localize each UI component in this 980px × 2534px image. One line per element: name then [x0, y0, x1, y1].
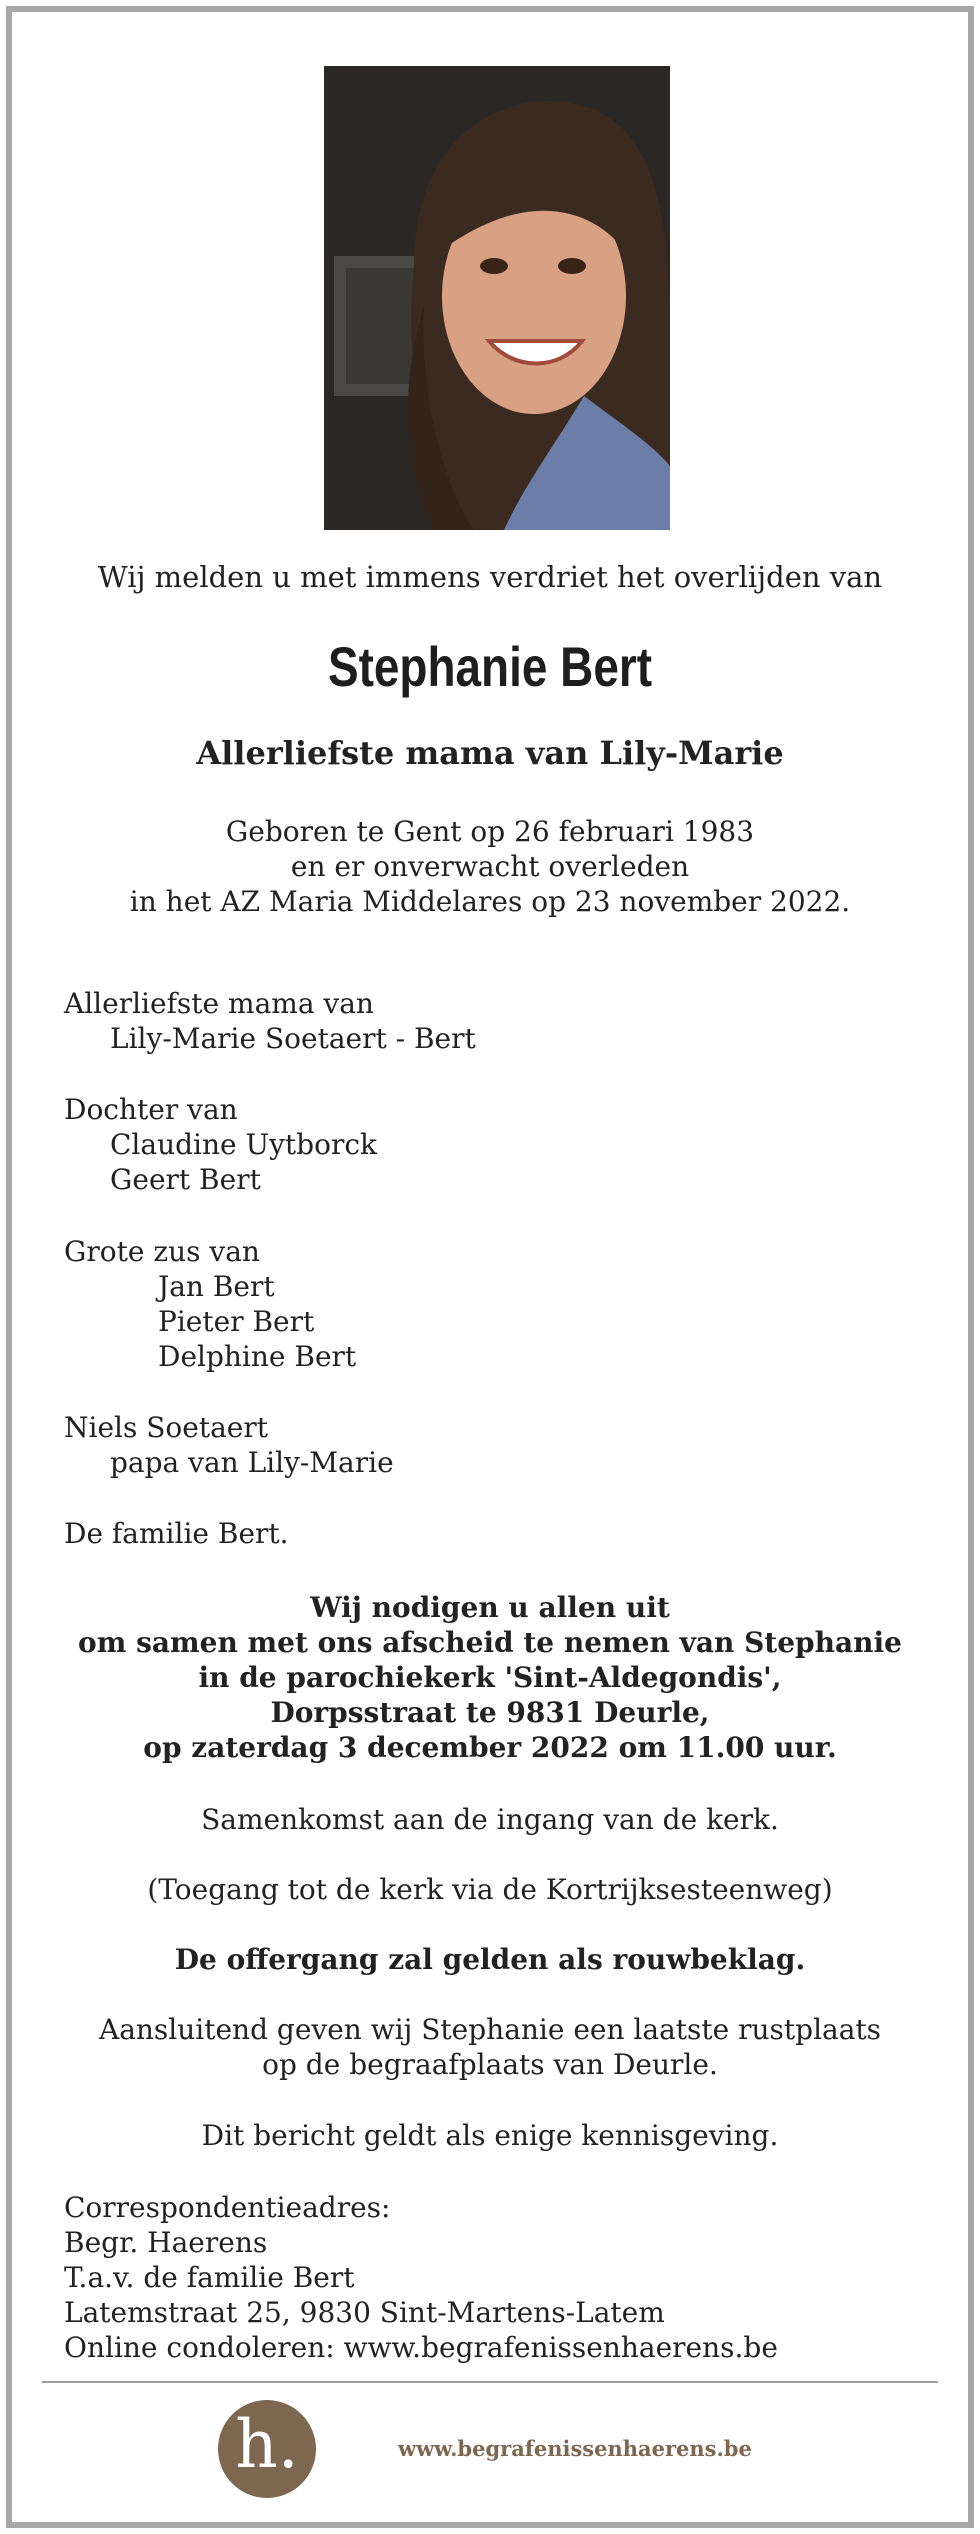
correspondence-line: Latemstraat 25, 9830 Sint-Martens-Latem — [64, 2296, 665, 2329]
invitation-line: in de parochiekerk 'Sint-Aldegondis', — [198, 1661, 782, 1694]
subtitle: Allerliefste mama van Lily-Marie — [196, 734, 784, 772]
dates-line: in het AZ Maria Middelares op 23 november 2022. — [129, 885, 851, 918]
family-label: Grote zus van — [64, 1235, 260, 1268]
meeting-text: Samenkomst aan de ingang van de kerk. — [201, 1803, 779, 1836]
family-member: Pieter Bert — [158, 1305, 315, 1338]
footer-divider — [42, 2381, 938, 2383]
funeral-invitation — [12, 1590, 968, 1765]
portrait-photo — [324, 66, 670, 530]
access-text: (Toegang tot de kerk via de Kortrijksesteenweg) — [147, 1873, 833, 1906]
obituary-card — [6, 6, 974, 2528]
intro-text: Wij melden u met immens verdriet het overlijden van — [97, 560, 883, 594]
family-member: Geert Bert — [110, 1163, 261, 1196]
notice-text: Dit bericht geldt als enige kennisgeving. — [201, 2119, 779, 2152]
invitation-line: Wij nodigen u allen uit — [310, 1591, 670, 1624]
birth-death-dates — [12, 814, 968, 919]
family-member: Claudine Uytborck — [110, 1128, 377, 1161]
family-member: Lily-Marie Soetaert - Bert — [110, 1022, 476, 1055]
family-closing: De familie Bert. — [64, 1517, 289, 1550]
family-dochter — [64, 1092, 377, 1197]
correspondence-line: Online condoleren: www.begrafenissenhaerens.be — [64, 2331, 778, 2364]
family-member: papa van Lily-Marie — [110, 1446, 394, 1479]
family-label: Allerliefste mama van — [64, 987, 374, 1020]
family-label: Niels Soetaert — [64, 1411, 269, 1444]
family-member: Jan Bert — [158, 1270, 275, 1303]
invitation-line: Dorpsstraat te 9831 Deurle, — [270, 1696, 710, 1729]
deceased-name: Stephanie Bert — [327, 635, 653, 698]
dates-line: en er onverwacht overleden — [290, 850, 690, 883]
dates-line: Geboren te Gent op 26 februari 1983 — [225, 815, 755, 848]
burial-line: Aansluitend geven wij Stephanie een laatste rustplaats — [98, 2013, 882, 2046]
correspondence-block — [64, 2190, 778, 2365]
website-link[interactable]: www.begrafenissenhaerens.be — [398, 2436, 752, 2461]
correspondence-line: Correspondentieadres: — [64, 2191, 391, 2224]
correspondence-line: Begr. Haerens — [64, 2226, 268, 2259]
burial-line: op de begraafplaats van Deurle. — [262, 2048, 718, 2081]
invitation-line: om samen met ons afscheid te nemen van Stephanie — [78, 1626, 902, 1659]
family-member: Delphine Bert — [158, 1340, 357, 1373]
portrait-illustration — [324, 66, 670, 530]
family-zus — [64, 1234, 356, 1374]
burial-text — [12, 2012, 968, 2082]
family-label: Dochter van — [64, 1093, 238, 1126]
funeral-home-logo: h. — [218, 2400, 316, 2498]
invitation-line: op zaterdag 3 december 2022 om 11.00 uur. — [143, 1731, 837, 1764]
family-mama — [64, 986, 476, 1056]
family-partner — [64, 1410, 394, 1480]
offering-text: De offergang zal gelden als rouwbeklag. — [174, 1943, 806, 1976]
correspondence-line: T.a.v. de familie Bert — [64, 2261, 355, 2294]
